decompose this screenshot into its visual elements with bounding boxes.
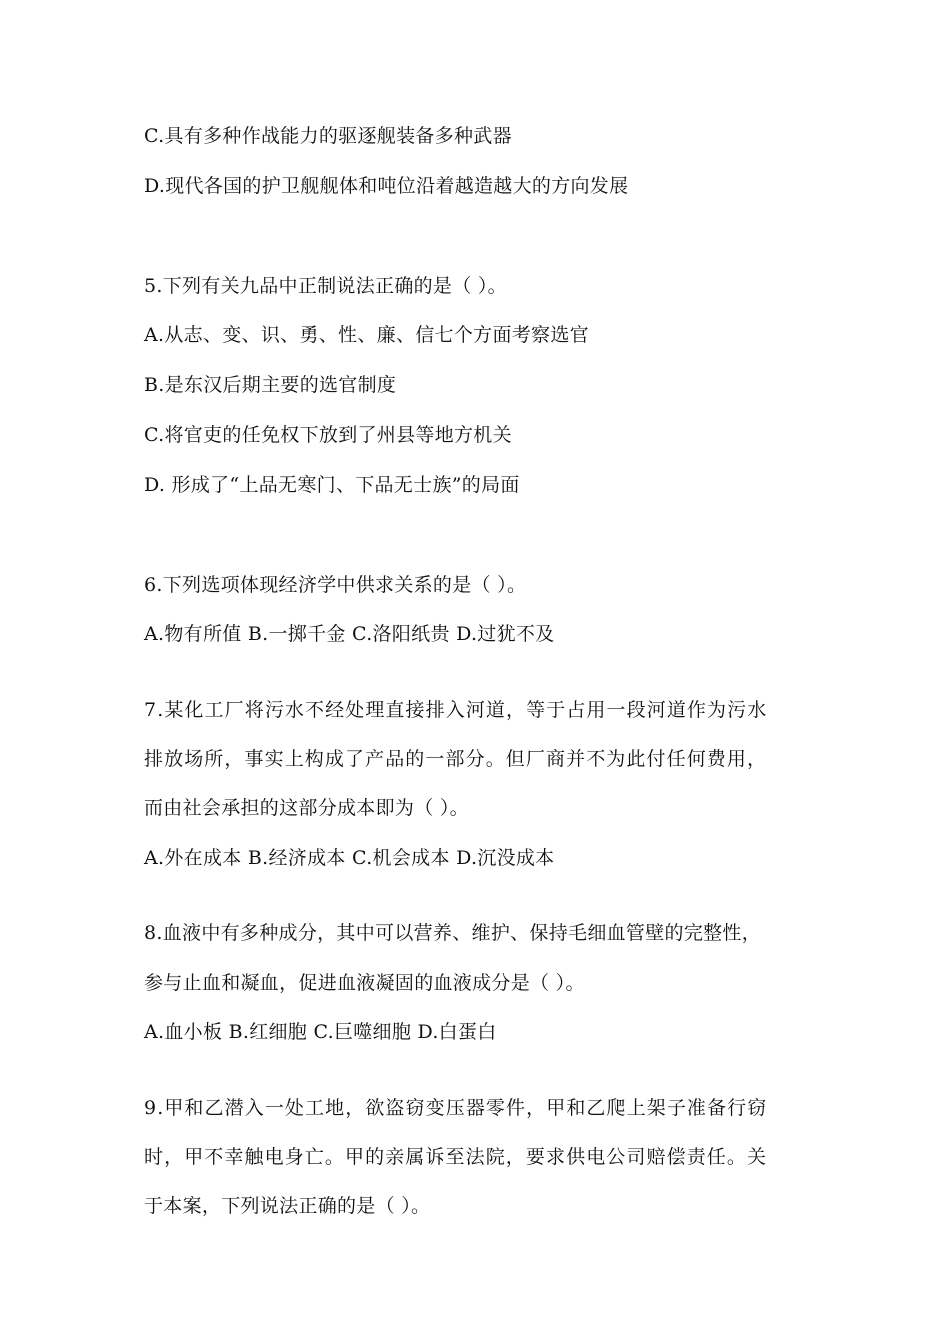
- q5-option-d: D. 形成了“上品无寒门、下品无士族”的局面: [144, 474, 520, 496]
- q6-options: A.物有所值 B.一掷千金 C.洛阳纸贵 D.过犹不及: [144, 623, 555, 645]
- q6-stem: 6.下列选项体现经济学中供求关系的是（ ）。: [144, 574, 527, 596]
- q8-options: A.血小板 B.红细胞 C.巨噬细胞 D.白蛋白: [144, 1021, 497, 1043]
- q4-option-d: D.现代各国的护卫舰舰体和吨位沿着越造越大的方向发展: [144, 175, 629, 197]
- q5-option-a: A.从志、变、识、勇、性、廉、信七个方面考察选官: [144, 324, 589, 346]
- q4-option-c: C.具有多种作战能力的驱逐舰装备多种武器: [144, 125, 512, 147]
- q7-options: A.外在成本 B.经济成本 C.机会成本 D.沉没成本: [144, 847, 555, 869]
- q5-option-c: C.将官吏的任免权下放到了州县等地方机关: [144, 424, 512, 446]
- q7-stem-line-2: 排放场所，事实上构成了产品的一部分。但厂商并不为此付任何费用，: [144, 748, 768, 770]
- q5-stem: 5.下列有关九品中正制说法正确的是（ ）。: [144, 275, 507, 297]
- q7-stem-line-1: 7.某化工厂将污水不经处理直接排入河道，等于占用一段河道作为污水: [144, 699, 768, 721]
- q7-stem-line-3: 而由社会承担的这部分成本即为（ ）。: [144, 797, 469, 819]
- q5-option-b: B.是东汉后期主要的选官制度: [144, 374, 397, 396]
- q9-stem-line-3: 于本案，下列说法正确的是（ ）。: [144, 1195, 431, 1217]
- q8-stem-line-1: 8.血液中有多种成分，其中可以营养、维护、保持毛细血管壁的完整性，: [144, 922, 762, 944]
- q9-stem-line-2: 时，甲不幸触电身亡。甲的亲属诉至法院，要求供电公司赔偿责任。关: [144, 1146, 768, 1168]
- q8-stem-line-2: 参与止血和凝血，促进血液凝固的血液成分是（ ）。: [144, 972, 585, 994]
- q9-stem-line-1: 9.甲和乙潜入一处工地，欲盗窃变压器零件，甲和乙爬上架子准备行窃: [144, 1097, 768, 1119]
